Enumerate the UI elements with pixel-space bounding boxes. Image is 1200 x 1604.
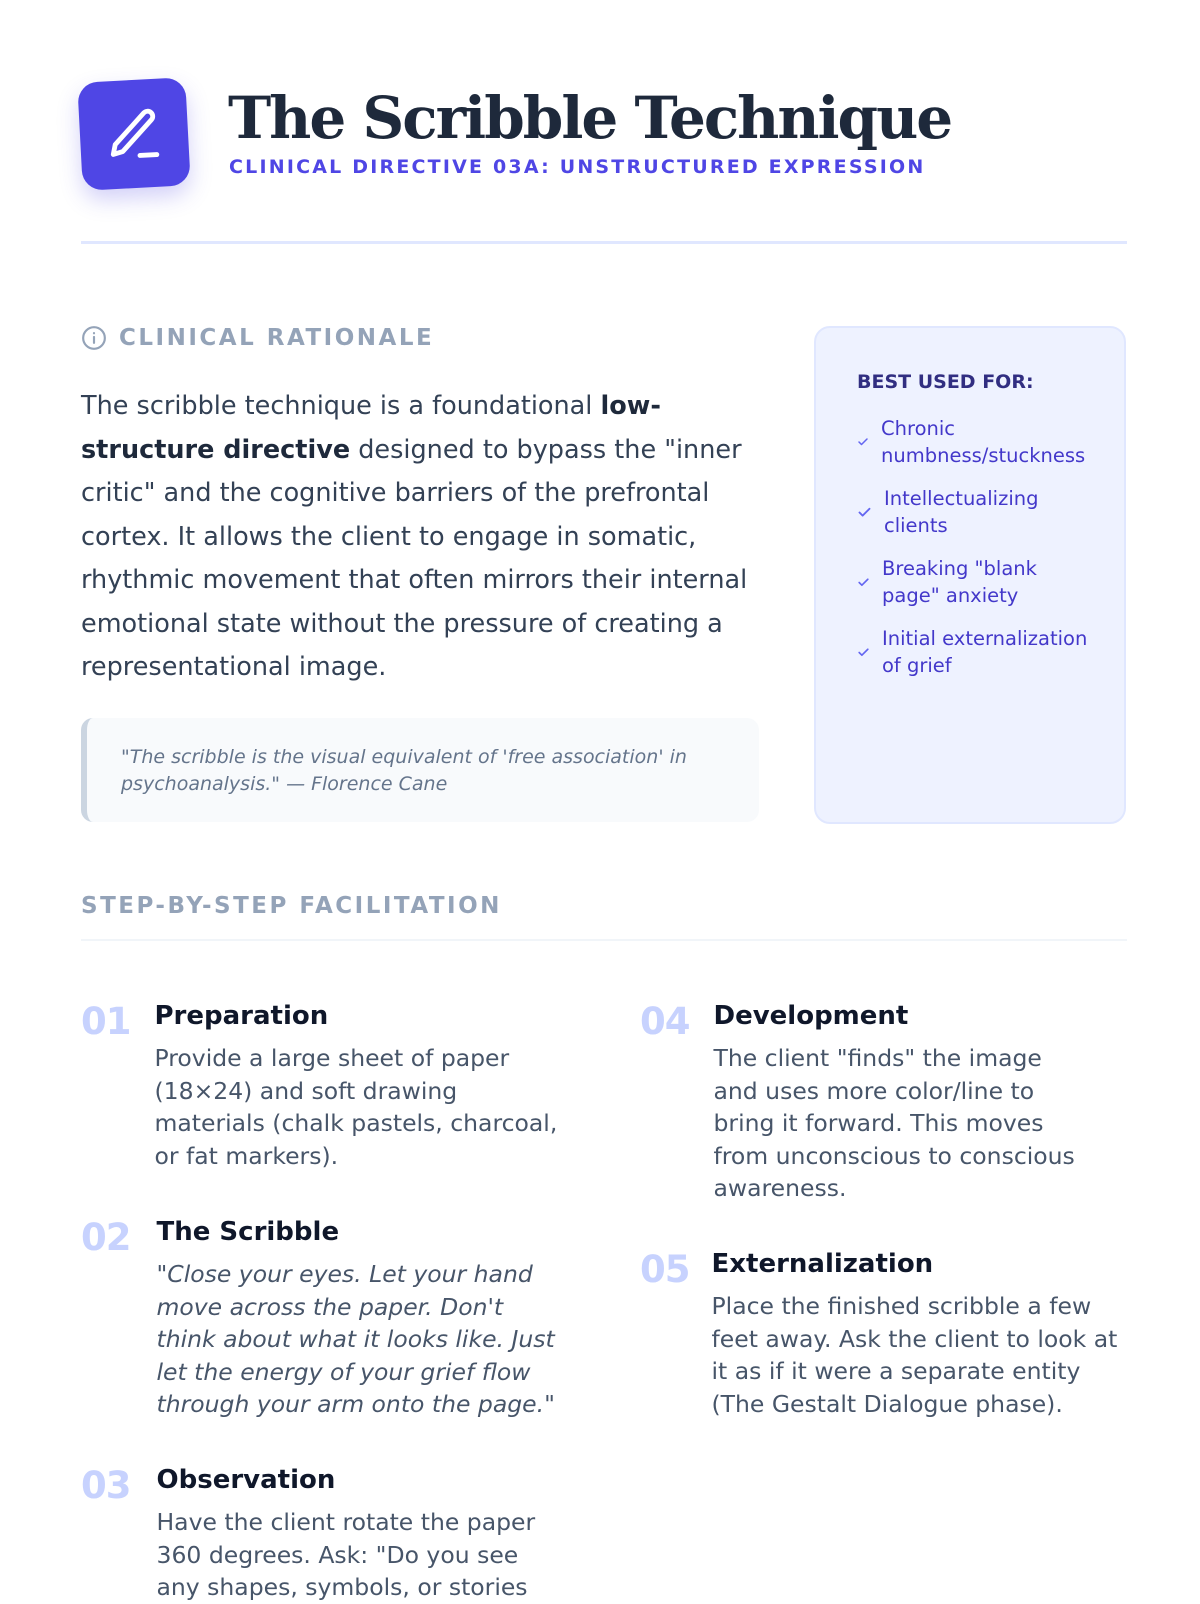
list-item: [857, 485, 1094, 539]
step-title: Development: [713, 1001, 909, 1031]
rationale-text-end: designed to bypass the "inner critic" and the cognitive barriers of the prefrontal cortex. It allows the client to engage in somatic, rhythmic movement that often mirrors their internal emotional state without the pressure of creating a representational image.: [81, 434, 748, 682]
rationale-heading-label: CLINICAL RATIONALE: [119, 325, 435, 351]
list-item: [857, 415, 1094, 469]
list-item: [857, 555, 1094, 609]
facilitation-heading: STEP-BY-STEP FACILITATION: [81, 893, 502, 919]
page-title: The Scribble Technique: [228, 84, 952, 152]
step-description: The client "finds" the image and uses more color/line to bring it forward. This moves from unconscious to conscious awareness.: [713, 1044, 1075, 1202]
page-subtitle: CLINICAL DIRECTIVE 03A: UNSTRUCTURED EXPRESSION: [229, 156, 926, 178]
pencil-icon: [104, 104, 165, 165]
check-icon: [857, 646, 870, 659]
list-item-label: Chronic numbness/stuckness: [881, 417, 1086, 467]
rationale-heading: [81, 325, 434, 351]
check-icon: [857, 436, 869, 448]
step-1: [81, 1000, 581, 1172]
list-item: [857, 625, 1094, 679]
best-used-for-card: [814, 326, 1126, 824]
step-title: Observation: [156, 1465, 336, 1495]
step-2: [81, 1216, 581, 1421]
check-icon: [857, 505, 872, 520]
step-description: "Close your eyes. Let your hand move across the paper. Don't think about what it looks like. Just let the energy of your grief flow through your arm onto the page.": [156, 1260, 555, 1418]
header-divider: [81, 241, 1127, 244]
step-number: 01: [81, 1000, 131, 1043]
technique-icon-badge: [77, 77, 191, 191]
best-used-for-heading: BEST USED FOR:: [857, 371, 1034, 393]
step-number: 04: [640, 1000, 690, 1043]
step-description: Place the finished scribble a few feet away. Ask the client to look at it as if it were a separate entity (The Gestalt Dialogue phase).: [711, 1292, 1118, 1418]
step-4: [640, 1000, 1130, 1205]
step-title: Preparation: [154, 1001, 329, 1031]
step-3: [81, 1464, 591, 1604]
list-item-label: Initial externalization of grief: [882, 627, 1088, 677]
step-number: 03: [81, 1464, 131, 1507]
rationale-paragraph: [81, 385, 761, 690]
step-description: Provide a large sheet of paper (18×24) and soft drawing materials (chalk pastels, charcoal, or fat markers).: [154, 1044, 558, 1170]
step-number: 02: [81, 1216, 131, 1259]
facilitation-divider: [81, 939, 1127, 941]
info-icon: [81, 325, 107, 351]
step-5: [640, 1248, 1130, 1420]
best-used-for-list: [857, 415, 1094, 679]
step-title: The Scribble: [156, 1217, 340, 1247]
rationale-text-start: The scribble technique is a foundational: [81, 391, 601, 421]
step-number: 05: [640, 1248, 690, 1291]
step-description: Have the client rotate the paper 360 degrees. Ask: "Do you see any shapes, symbols, or stories: [156, 1508, 536, 1601]
step-title: Externalization: [711, 1249, 934, 1279]
check-icon: [857, 576, 870, 589]
list-item-label: Breaking "blank page" anxiety: [882, 557, 1037, 607]
rationale-quote: "The scribble is the visual equivalent of 'free association' in psychoanalysis." — Florence Cane: [81, 718, 759, 822]
list-item-label: Intellectualizing clients: [884, 487, 1039, 537]
rationale-text-bold: low-structure directive: [81, 391, 661, 465]
